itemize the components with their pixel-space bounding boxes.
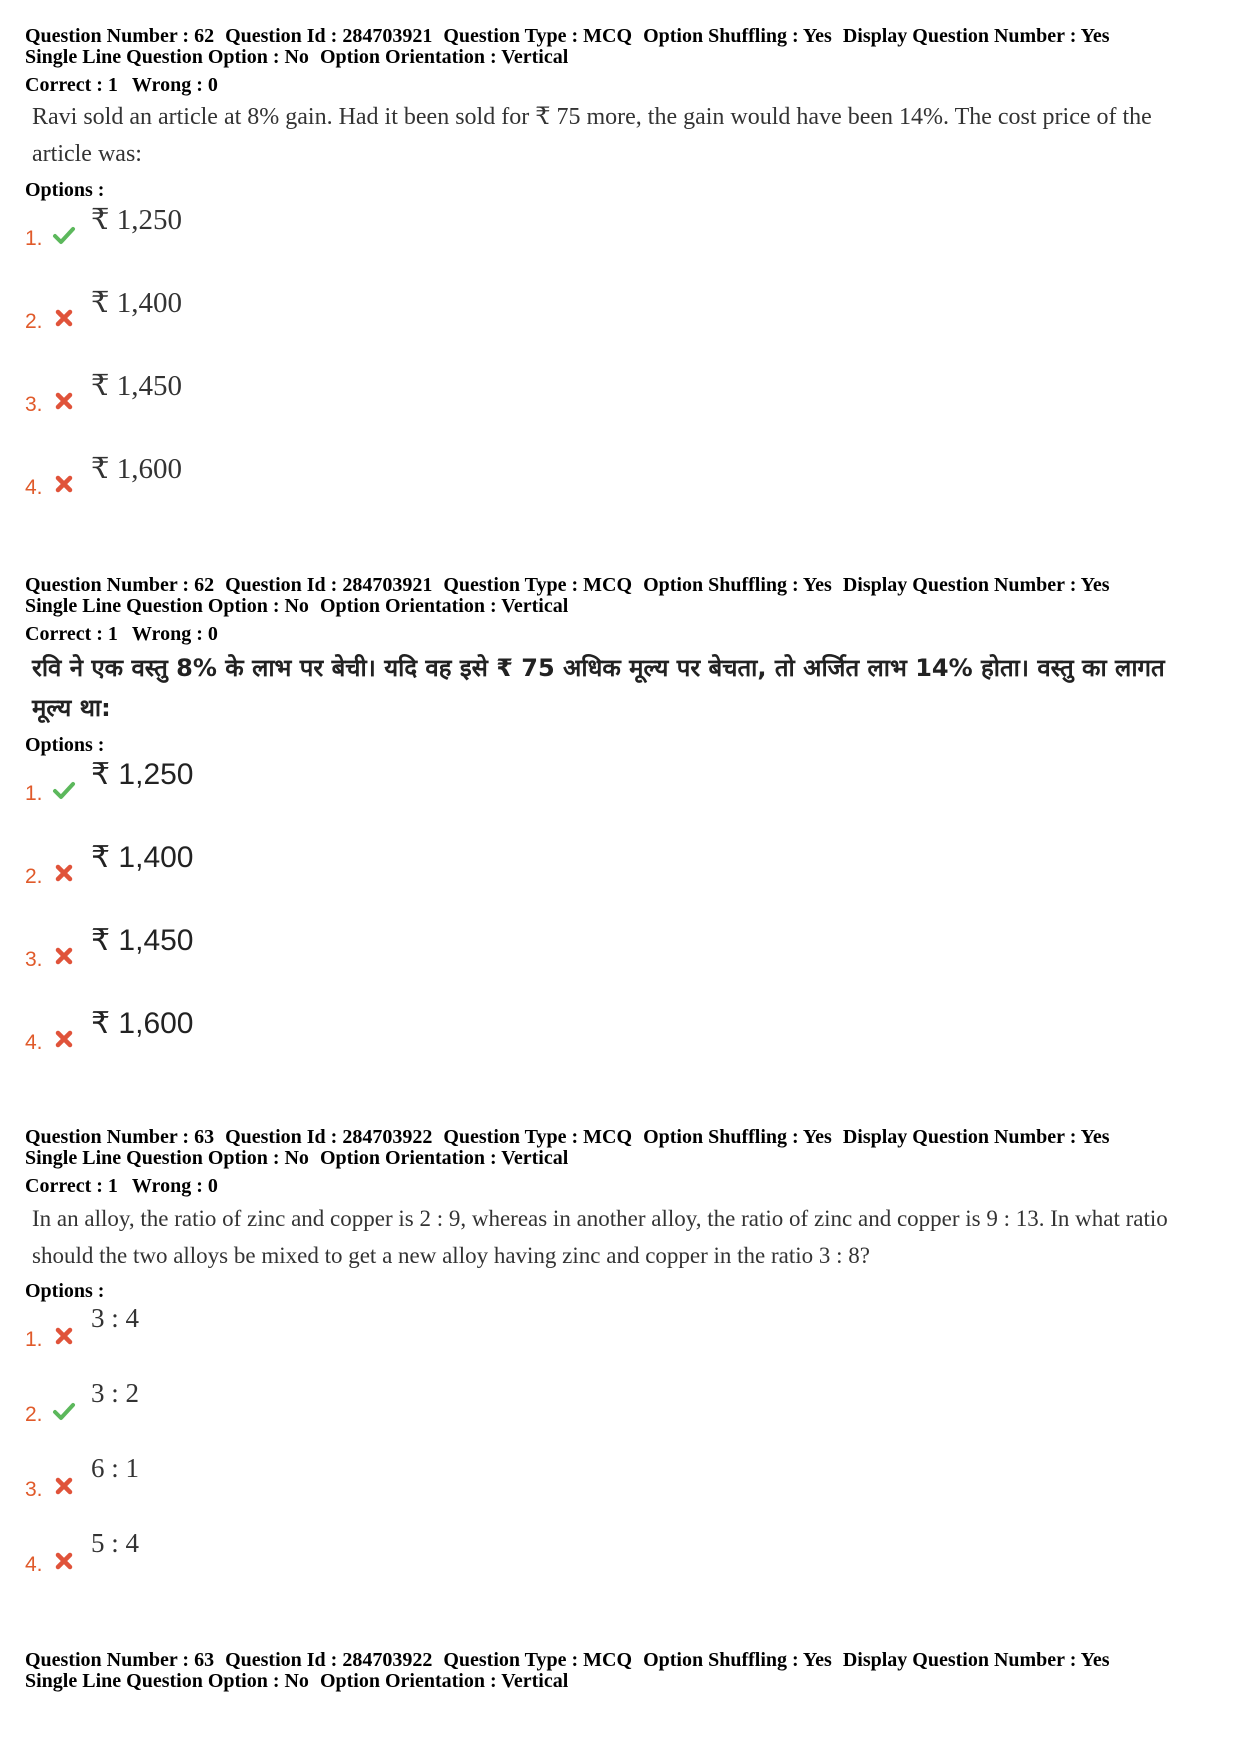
option-2 xyxy=(25,1378,1215,1453)
option-value: ₹ 1,600 xyxy=(91,1007,194,1040)
meta-line-2: Single Line Question Option : No Option Orientation : Vertical xyxy=(25,1147,569,1169)
wrong-cross-icon xyxy=(52,1549,76,1573)
meta-line-2: Single Line Question Option : No Option Orientation : Vertical xyxy=(25,1670,569,1692)
correct-check-icon xyxy=(52,778,76,802)
option-value: 6 : 1 xyxy=(91,1453,140,1483)
option-number: 3. xyxy=(25,393,43,416)
option-number: 4. xyxy=(25,1031,43,1054)
option-3 xyxy=(25,1453,1215,1528)
wrong-cross-icon xyxy=(52,389,76,413)
option-number: 2. xyxy=(25,310,43,333)
meta-line-1: Question Number : 62 Question Id : 284703921 Question Type : MCQ Option Shuffling : Yes Display Question Number : Yes xyxy=(25,25,1110,47)
option-number: 1. xyxy=(25,782,43,805)
correct-check-icon xyxy=(52,223,76,247)
question-block-62-english xyxy=(25,26,1215,534)
option-value: ₹ 1,600 xyxy=(91,453,182,485)
question-meta xyxy=(25,1650,1215,1692)
option-1 xyxy=(25,202,1215,285)
question-meta xyxy=(25,26,1215,68)
wrong-cross-icon xyxy=(52,1474,76,1498)
question-block-62-hindi xyxy=(25,575,1215,1089)
question-meta xyxy=(25,1127,1215,1169)
question-meta xyxy=(25,575,1215,617)
meta-line-1: Question Number : 63 Question Id : 284703922 Question Type : MCQ Option Shuffling : Yes Display Question Number : Yes xyxy=(25,1649,1110,1671)
wrong-cross-icon xyxy=(52,1324,76,1348)
question-text: रवि ने एक वस्तु 8% के लाभ पर बेची। यदि वह इसे ₹ 75 अधिक मूल्य पर बेचता, तो अर्जित लाभ 14% होता। वस्तु का लागत मूल्य था: xyxy=(32,654,1165,722)
option-3 xyxy=(25,923,1215,1006)
option-2 xyxy=(25,840,1215,923)
options-label: Options : xyxy=(25,734,105,756)
option-value: ₹ 1,400 xyxy=(91,841,194,874)
wrong-cross-icon xyxy=(52,861,76,885)
wrong-cross-icon xyxy=(52,944,76,968)
option-number: 3. xyxy=(25,948,43,971)
marking-scheme: Correct : 1 Wrong : 0 xyxy=(25,74,218,96)
option-number: 4. xyxy=(25,476,43,499)
option-value: ₹ 1,400 xyxy=(91,287,182,319)
option-value: 3 : 4 xyxy=(91,1303,140,1333)
wrong-cross-icon xyxy=(52,306,76,330)
options-list xyxy=(25,757,1215,1089)
question-block-63-english xyxy=(25,1127,1215,1603)
option-1 xyxy=(25,757,1215,840)
option-number: 2. xyxy=(25,1403,43,1426)
option-value: 5 : 4 xyxy=(91,1528,140,1558)
option-2 xyxy=(25,285,1215,368)
correct-check-icon xyxy=(52,1399,76,1423)
option-value: ₹ 1,250 xyxy=(91,758,194,791)
meta-line-1: Question Number : 62 Question Id : 284703921 Question Type : MCQ Option Shuffling : Yes Display Question Number : Yes xyxy=(25,574,1110,596)
options-list xyxy=(25,202,1215,534)
meta-line-1: Question Number : 63 Question Id : 284703922 Question Type : MCQ Option Shuffling : Yes Display Question Number : Yes xyxy=(25,1126,1110,1148)
option-value: ₹ 1,450 xyxy=(91,924,194,957)
question-text: In an alloy, the ratio of zinc and copper is 2 : 9, whereas in another alloy, the ratio of zinc and copper is 9 : 13. In what ratio should the two alloys be mixed to get a new alloy having zinc and copper in the ratio 3 : 8? xyxy=(32,1206,1168,1268)
option-number: 3. xyxy=(25,1478,43,1501)
meta-line-2: Single Line Question Option : No Option Orientation : Vertical xyxy=(25,595,569,617)
options-list xyxy=(25,1303,1215,1603)
options-label: Options : xyxy=(25,1280,105,1302)
option-1 xyxy=(25,1303,1215,1378)
option-number: 4. xyxy=(25,1553,43,1576)
options-label: Options : xyxy=(25,179,105,201)
meta-line-2: Single Line Question Option : No Option Orientation : Vertical xyxy=(25,46,569,68)
option-number: 2. xyxy=(25,865,43,888)
option-4 xyxy=(25,451,1215,534)
option-number: 1. xyxy=(25,1328,43,1351)
option-value: 3 : 2 xyxy=(91,1378,140,1408)
option-4 xyxy=(25,1528,1215,1603)
option-3 xyxy=(25,368,1215,451)
option-number: 1. xyxy=(25,227,43,250)
option-value: ₹ 1,250 xyxy=(91,204,182,236)
option-value: ₹ 1,450 xyxy=(91,370,182,402)
question-block-63-continued xyxy=(25,1650,1215,1692)
option-4 xyxy=(25,1006,1215,1089)
marking-scheme: Correct : 1 Wrong : 0 xyxy=(25,1175,218,1197)
wrong-cross-icon xyxy=(52,472,76,496)
wrong-cross-icon xyxy=(52,1027,76,1051)
question-text: Ravi sold an article at 8% gain. Had it been sold for ₹ 75 more, the gain would have been 14%. The cost price of the article was: xyxy=(32,104,1152,167)
marking-scheme: Correct : 1 Wrong : 0 xyxy=(25,623,218,645)
